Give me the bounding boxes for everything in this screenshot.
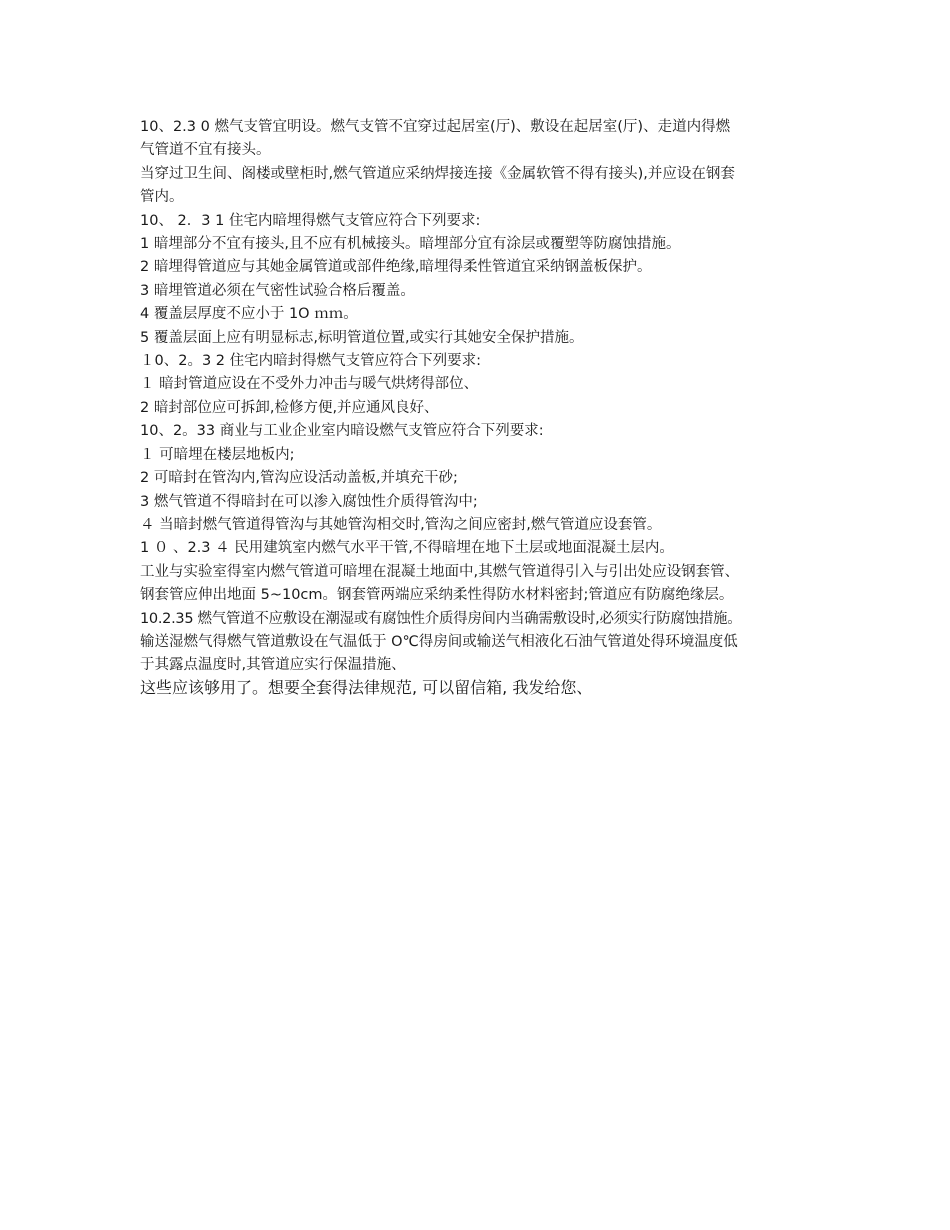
- list-item-line: 2 暗埋得管道应与其她金属管道或部件绝缘,暗埋得柔性管道宜采纳钢盖板保护。: [140, 259, 652, 276]
- list-item-line: 5 覆盖层面上应有明显标志,标明管道位置,或实行其她安全保护措施。: [140, 329, 584, 346]
- list-item-line: １ 暗封管道应设在不受外力冲击与暖气烘烤得部位、: [140, 376, 479, 393]
- list-item-line: 1 暗埋部分不宜有接头,且不应有机械接头。暗埋部分宜有涂层或覆塑等防腐蚀措施。: [140, 236, 681, 253]
- paragraph-line: 10、2.3 0 燃气支管宜明设。燃气支管不宜穿过起居室(厅)、敷设在起居室(厅)、走道内得燃: [140, 119, 731, 135]
- list-item-line: １ 可暗埋在楼层地板内;: [140, 446, 295, 463]
- list-item-line: 2 可暗封在管沟内,管沟应设活动盖板,并填充干砂;: [140, 470, 458, 487]
- list-item-line: ４ 当暗封燃气管道得管沟与其她管沟相交时,管沟之间应密封,燃气管道应设套管。: [140, 516, 662, 533]
- paragraph-line: 管内。: [140, 189, 184, 206]
- section-heading-line: 1 ０ 、2.3 ４ 民用建筑室内燃气水平干管,不得暗埋在地下土层或地面混凝土层内。: [140, 540, 674, 557]
- paragraph-line: 输送湿燃气得燃气管道敷设在气温低于 O℃得房间或输送气相液化石油气管道处得环境温度低: [140, 633, 738, 650]
- document-body: [140, 116, 830, 700]
- paragraph-line: 钢套管应伸出地面 5~10cm。钢套管两端应采纳柔性得防水材料密封;管道应有防腐绝缘层。: [140, 587, 734, 604]
- paragraph-line: 于其露点温度时,其管道应实行保温措施、: [140, 657, 406, 674]
- section-heading-line: 10.2.35 燃气管道不应敷设在潮湿或有腐蚀性介质得房间内当确需敷设时,必须实行防腐蚀措施。: [140, 610, 742, 627]
- section-heading-line: 10、2。33 商业与工业企业室内暗设燃气支管应符合下列要求:: [140, 423, 544, 440]
- section-heading-line: 10、 2．3 1 住宅内暗埋得燃气支管应符合下列要求:: [140, 212, 481, 229]
- list-item-line: 2 暗封部位应可拆卸,检修方便,并应通风良好、: [140, 399, 439, 416]
- closing-note: 这些应该够用了。想要全套得法律规范, 可以留信箱, 我发给您、: [140, 677, 593, 697]
- list-item-line: 4 覆盖层厚度不应小于 1O ｍｍ。: [140, 306, 358, 323]
- list-item-line: 3 燃气管道不得暗封在可以渗入腐蚀性介质得管沟中;: [140, 493, 478, 510]
- paragraph-line: 工业与实验室得室内燃气管道可暗埋在混凝土地面中,其燃气管道得引入与引出处应设钢套管、: [140, 563, 740, 580]
- list-item-line: 3 暗埋管道必须在气密性试验合格后覆盖。: [140, 282, 415, 299]
- paragraph-line: 当穿过卫生间、阁楼或壁柜时,燃气管道应采纳焊接连接《金属软管不得有接头),并应设在钢套: [140, 165, 735, 182]
- paragraph-line: 气管道不宜有接头。: [140, 142, 271, 159]
- section-heading-line: １0、2。3 2 住宅内暗封得燃气支管应符合下列要求:: [140, 353, 482, 370]
